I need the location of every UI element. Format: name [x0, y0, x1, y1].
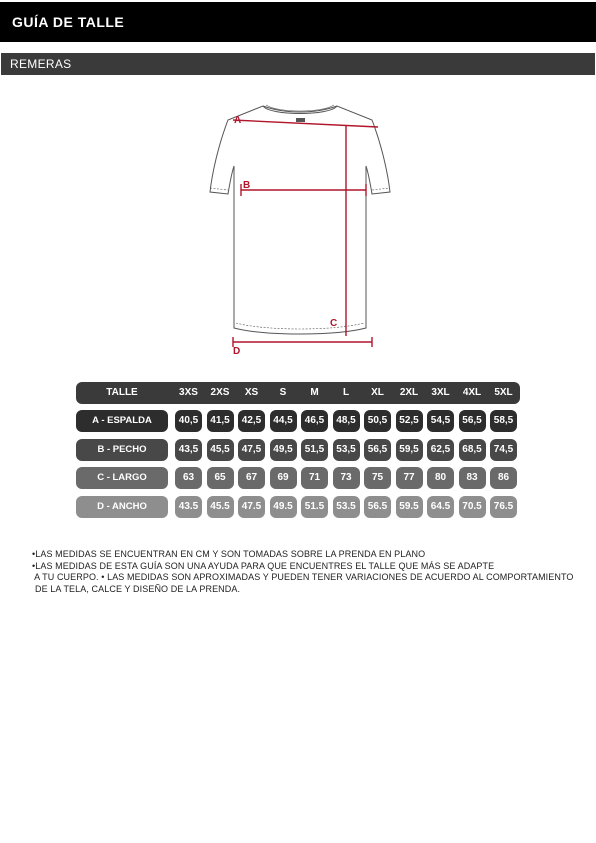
table-cell: 51.5	[301, 496, 328, 518]
table-cell: 50,5	[364, 410, 391, 432]
table-cell: 62,5	[427, 439, 454, 461]
table-cell: 48,5	[333, 410, 360, 432]
table-cell: 63	[175, 467, 202, 489]
size-header: L	[342, 387, 350, 398]
label-b: B	[243, 180, 251, 191]
label-d: D	[233, 346, 241, 357]
note-line: A TU CUERPO. • LAS MEDIDAS SON APROXIMADAS Y PUEDEN TENER VARIACIONES DE ACUERDO AL COMPORTAMIENTO	[32, 572, 574, 582]
size-header: 3XL	[431, 387, 450, 398]
table-cell: 56,5	[364, 439, 391, 461]
table-cell: 86	[490, 467, 517, 489]
table-cell: 45.5	[207, 496, 234, 518]
measure-line-a	[233, 120, 378, 127]
table-cell: 70.5	[459, 496, 486, 518]
table-cell: 65	[207, 467, 234, 489]
table-cell: 76.5	[490, 496, 517, 518]
note-line: DE LA TELA, CALCE Y DISEÑO DE LA PRENDA.	[35, 583, 241, 594]
page-title: GUÍA DE TALLE	[0, 2, 596, 42]
table-cell: 42,5	[238, 410, 265, 432]
table-cell: 41,5	[207, 410, 234, 432]
row-label: D - ANCHO	[76, 496, 168, 518]
table-cell: 59,5	[396, 439, 423, 461]
table-cell: 40,5	[175, 410, 202, 432]
table-cell: 44,5	[270, 410, 297, 432]
table-cell: 47,5	[238, 439, 265, 461]
size-header: 2XS	[210, 387, 230, 398]
table-cell: 53.5	[333, 496, 360, 518]
table-cell: 49,5	[270, 439, 297, 461]
notes	[32, 549, 582, 595]
table-cell: 69	[270, 467, 297, 489]
section-title: REMERAS	[1, 53, 595, 75]
table-cell: 52,5	[396, 410, 423, 432]
size-header: 3XS	[179, 387, 198, 398]
table-cell: 46,5	[301, 410, 328, 432]
table-cell: 51,5	[301, 439, 328, 461]
header-talle: TALLE	[106, 387, 138, 398]
note-line: •LAS MEDIDAS SE ENCUENTRAN EN CM Y SON TOMADAS SOBRE LA PRENDA EN PLANO	[32, 549, 426, 559]
table-cell: 75	[364, 467, 391, 489]
table-cell: 74,5	[490, 439, 517, 461]
table-cell: 73	[333, 467, 360, 489]
table-cell: 47.5	[238, 496, 265, 518]
label-c: C	[330, 318, 338, 329]
table-cell: 43.5	[175, 496, 202, 518]
table-cell: 56,5	[459, 410, 486, 432]
neck-tag	[296, 118, 305, 122]
table-cell: 49.5	[270, 496, 297, 518]
table-cell: 83	[459, 467, 486, 489]
table-cell: 68,5	[459, 439, 486, 461]
shirt-outline	[210, 106, 390, 334]
table-cell: 58,5	[490, 410, 517, 432]
note-line: •LAS MEDIDAS DE ESTA GUÍA SON UNA AYUDA PARA QUE ENCUENTRES EL TALLE QUE MÁS SE ADAPTE	[32, 560, 495, 571]
table-cell: 53,5	[333, 439, 360, 461]
table-cell: 67	[238, 467, 265, 489]
table-cell: 80	[427, 467, 454, 489]
table-cell: 64.5	[427, 496, 454, 518]
row-label: A - ESPALDA	[76, 410, 168, 432]
size-header: M	[310, 387, 319, 398]
table-cell: 59.5	[396, 496, 423, 518]
table-cell: 56.5	[364, 496, 391, 518]
tshirt-measurement-diagram	[200, 96, 400, 358]
table-cell: 77	[396, 467, 423, 489]
size-header: XS	[244, 387, 259, 398]
size-header: S	[279, 387, 287, 398]
table-cell: 71	[301, 467, 328, 489]
row-label: C - LARGO	[76, 467, 168, 489]
size-header: 2XL	[399, 387, 419, 398]
row-label: B - PECHO	[76, 439, 168, 461]
label-a: A	[234, 115, 242, 126]
size-header: 5XL	[494, 387, 513, 398]
table-cell: 45,5	[207, 439, 234, 461]
table-cell: 54,5	[427, 410, 454, 432]
table-cell: 43,5	[175, 439, 202, 461]
size-header: 4XL	[462, 387, 482, 398]
size-header: XL	[371, 387, 384, 398]
